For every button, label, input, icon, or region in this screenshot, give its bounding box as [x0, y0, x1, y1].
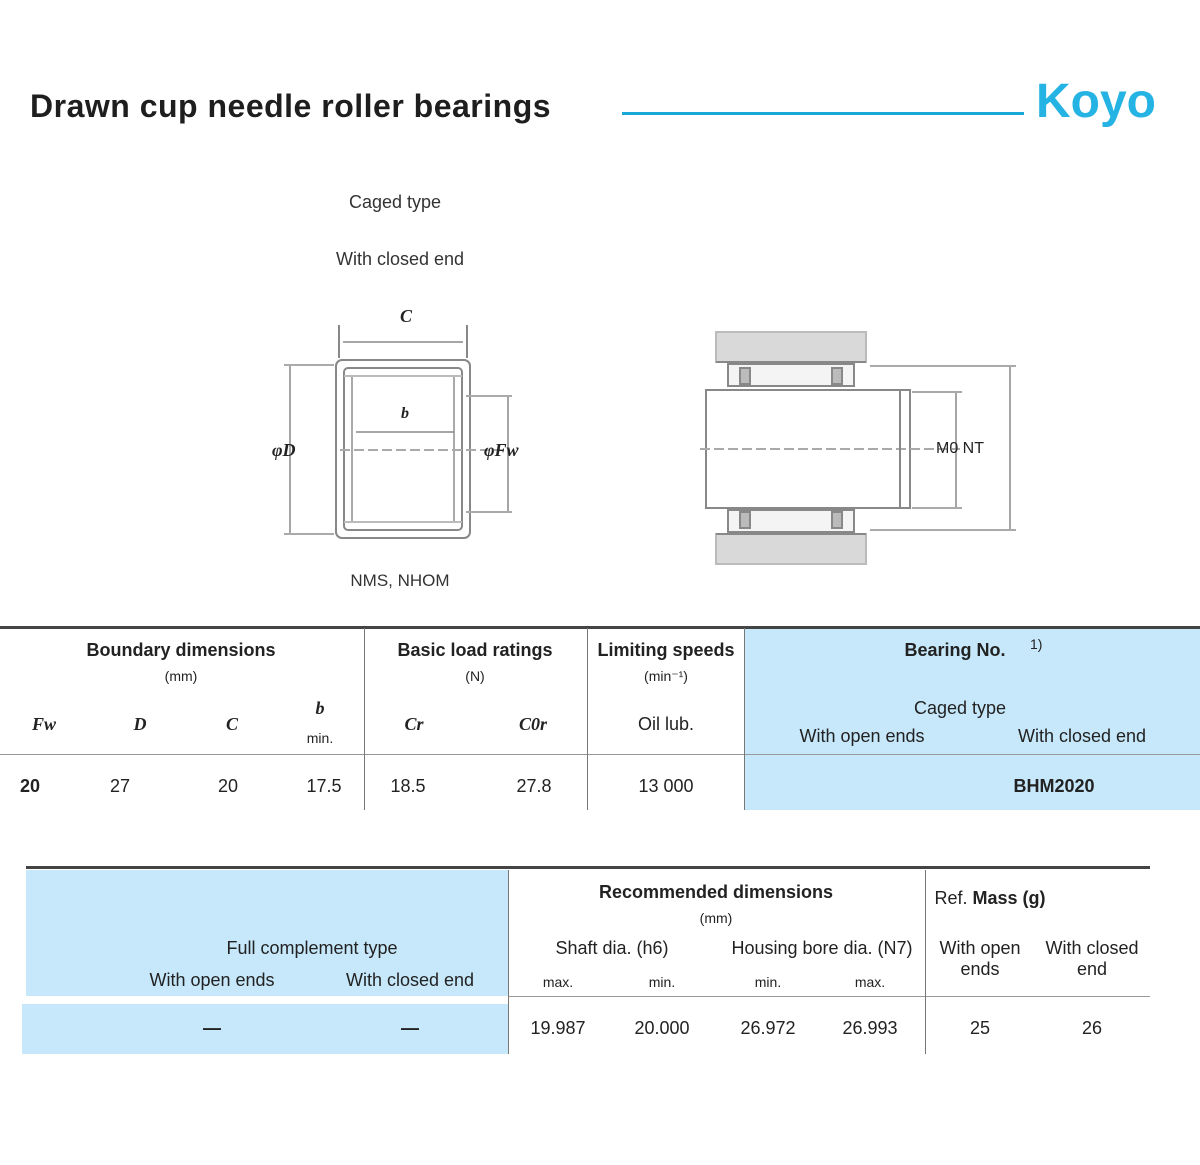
col-open-ends: With open ends — [799, 726, 925, 746]
cell-b: 17.5 — [306, 776, 342, 796]
bearing-no-header: Bearing No. — [904, 640, 1006, 660]
load-unit: (N) — [465, 668, 485, 684]
col-c: C — [225, 714, 239, 734]
col-shaft-max: max. — [542, 974, 574, 990]
cell-cor: 27.8 — [516, 776, 552, 796]
caged-type-label: Caged type — [913, 698, 1007, 718]
fc-col-closed: With closed end — [345, 970, 475, 990]
page-title: Drawn cup needle roller bearings — [30, 88, 552, 124]
col-cr: Cr — [404, 714, 424, 734]
caption-mounting: NMS, NHOM — [350, 571, 450, 590]
load-ratings-header: Basic load ratings — [397, 640, 553, 660]
table1-divider — [587, 628, 588, 810]
table1-header-rule — [0, 754, 1200, 755]
table1-divider — [364, 628, 365, 810]
col-shaft-min: min. — [648, 974, 676, 990]
recommended-dimensions-header: Recommended dimensions — [598, 882, 834, 902]
cell-fw: 20 — [19, 776, 41, 796]
cell-fc-open: — — [203, 1018, 221, 1038]
col-housing-max: max. — [854, 974, 886, 990]
speed-unit: (min⁻¹) — [644, 668, 688, 684]
table2-header-rule — [508, 996, 1150, 997]
col-housing-min: min. — [754, 974, 782, 990]
mass-col-closed: With closed end — [1045, 938, 1139, 979]
cell-housing-min: 26.972 — [740, 1018, 796, 1038]
caption-variant: With closed end — [335, 249, 465, 269]
full-complement-label: Full complement type — [226, 938, 398, 958]
boundary-dimensions-header: Boundary dimensions — [86, 640, 276, 660]
dim-right-label: M0 NT — [936, 440, 984, 457]
cell-cr: 18.5 — [390, 776, 426, 796]
col-fw: Fw — [31, 714, 57, 734]
col-housing-bore: Housing bore dia. (N7) — [731, 938, 913, 958]
col-closed-end: With closed end — [1017, 726, 1147, 746]
dim-d-label: φD — [272, 440, 296, 460]
dim-b-label: b — [401, 405, 409, 422]
table1-divider — [744, 628, 745, 810]
cell-c: 20 — [217, 776, 239, 796]
bearing-no-footnote: 1) — [1030, 636, 1043, 652]
brand-logo: Koyo — [1036, 75, 1156, 128]
col-shaft-dia: Shaft dia. (h6) — [555, 938, 669, 958]
cell-fc-closed: — — [401, 1018, 419, 1038]
mass-col-open: With open ends — [939, 938, 1021, 979]
cell-shaft-min: 20.000 — [634, 1018, 690, 1038]
mass-header — [934, 888, 1045, 909]
cell-d: 27 — [109, 776, 131, 796]
mass-ref: Ref. — [934, 888, 968, 908]
mass-title: Mass (g) — [972, 888, 1046, 908]
col-b: b — [315, 698, 325, 718]
bearing-section — [284, 325, 512, 538]
col-d: D — [133, 714, 147, 734]
limiting-speed-header: Limiting speeds — [597, 640, 735, 660]
dim-fw-label: φFw — [484, 440, 519, 460]
table2-divider — [925, 870, 926, 1054]
table2-divider — [508, 870, 509, 1054]
cell-speed: 13 000 — [638, 776, 694, 796]
boundary-unit: (mm) — [164, 668, 198, 684]
cell-bearing-no: BHM2020 — [1013, 776, 1095, 796]
dim-c-label: C — [400, 306, 413, 326]
col-cor: C0r — [518, 714, 548, 734]
table2-top-rule — [26, 866, 1150, 869]
fc-col-open: With open ends — [149, 970, 275, 990]
table1-top-rule — [0, 626, 1200, 629]
col-b-min: min. — [306, 730, 334, 746]
caption-type: Caged type — [348, 192, 442, 212]
cell-housing-max: 26.993 — [842, 1018, 898, 1038]
cell-mass-open: 25 — [969, 1018, 991, 1038]
cell-mass-closed: 26 — [1081, 1018, 1103, 1038]
full-complement-row-band — [22, 1004, 508, 1054]
cell-shaft-max: 19.987 — [530, 1018, 586, 1038]
col-oil-lub: Oil lub. — [637, 714, 695, 734]
recommended-unit: (mm) — [699, 910, 733, 926]
